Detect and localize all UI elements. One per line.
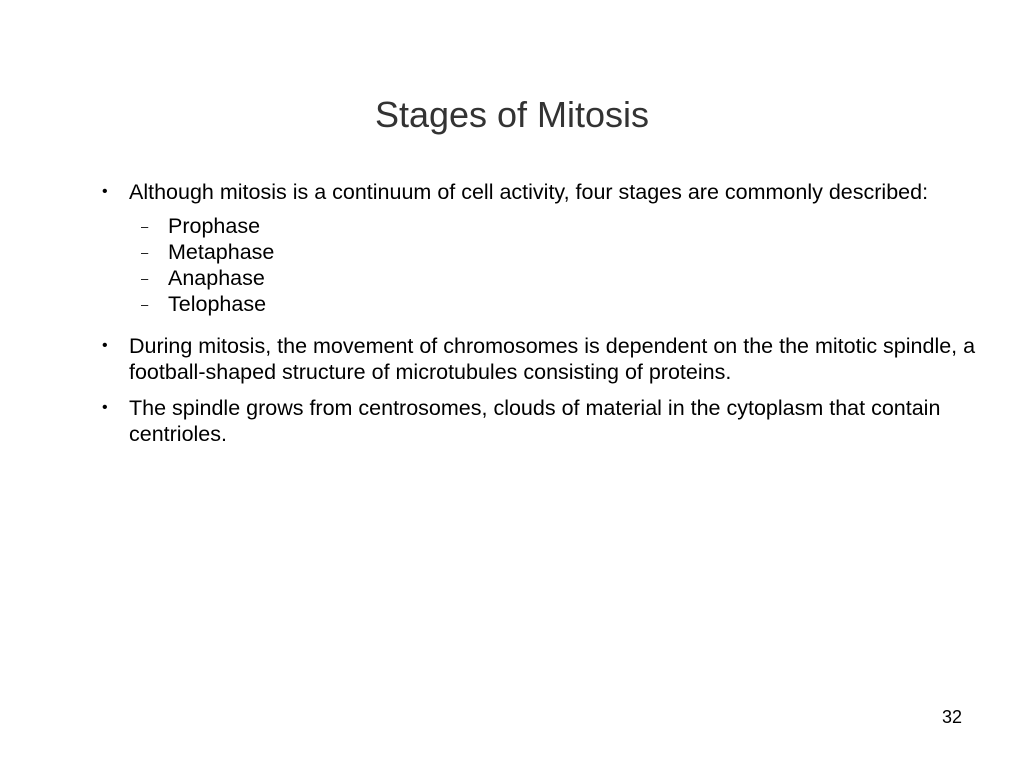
sub-bullet-text: Anaphase [168, 266, 265, 290]
slide-body [100, 179, 980, 457]
sub-bullet-marker: – [141, 219, 149, 234]
bullet-item [100, 395, 980, 447]
sub-bullet-text: Metaphase [168, 240, 275, 264]
page-number: 32 [941, 707, 962, 727]
sub-bullet-list [129, 213, 980, 317]
sub-bullet-item [129, 265, 980, 291]
slide-title: Stages of Mitosis [374, 94, 650, 135]
sub-bullet-marker: – [141, 297, 149, 312]
bullet-marker: • [102, 183, 108, 200]
bullet-text: Although mitosis is a continuum of cell activity, four stages are commonly described: [129, 180, 929, 204]
sub-bullet-marker: – [141, 271, 149, 286]
sub-bullet-text: Telophase [168, 292, 267, 316]
sub-bullet-text: Prophase [168, 214, 261, 238]
sub-bullet-item [129, 213, 980, 239]
bullet-text: The spindle grows from centrosomes, clouds of material in the cytoplasm that contain centrioles. [129, 396, 941, 446]
bullet-item [100, 179, 980, 317]
sub-bullet-item [129, 239, 980, 265]
bullet-marker: • [102, 399, 108, 416]
sub-bullet-marker: – [141, 245, 149, 260]
bullet-text: During mitosis, the movement of chromosomes is dependent on the the mitotic spindle, a football-shaped structure of microtubules consisting of proteins. [129, 334, 976, 384]
bullet-marker: • [102, 337, 108, 354]
sub-bullet-item [129, 291, 980, 317]
bullet-item [100, 333, 980, 385]
